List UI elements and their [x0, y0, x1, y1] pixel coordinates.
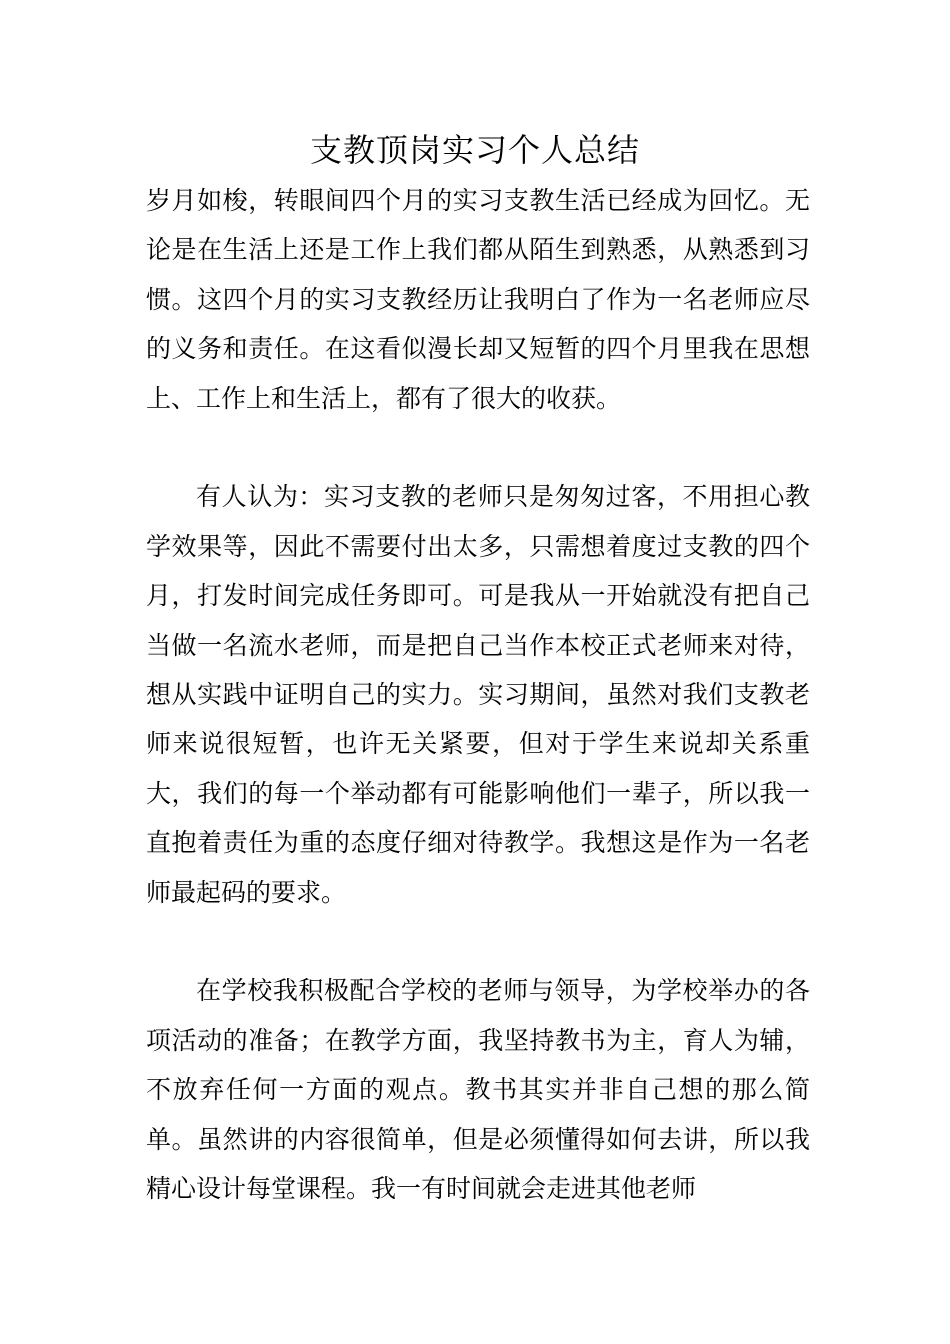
paragraph-2: 有人认为：实习支教的老师只是匆匆过客，不用担心教学效果等，因此不需要付出太多，只需想着度过支教的四个月，打发时间完成任务即可。可是我从一开始就没有把自己当做一名流水老师，而是把自己当作本校正式老师来对待，想从实践中证明自己的实力。实习期间，虽然对我们支教老师来说很短暂，也许无关紧要，但对于学生来说却关系重大，我们的每一个举动都有可能影响他们一辈子，所以我一直抱着责任为重的态度仔细对待教学。我想这是作为一名老师最起码的要求。	[146, 482, 810, 907]
paragraph-gap	[146, 423, 810, 472]
document-body	[146, 176, 810, 1214]
paragraph-3: 在学校我积极配合学校的老师与领导，为学校举办的各项活动的准备；在教学方面，我坚持教书为主，育人为辅，不放弃任何一方面的观点。教书其实并非自己想的那么简单。虽然讲的内容很简单，但是必须懂得如何去讲，所以我精心设计每堂课程。我一有时间就会走进其他老师	[146, 976, 810, 1204]
document-title: 支教顶岗实习个人总结	[309, 131, 640, 169]
paragraph-1: 岁月如梭，转眼间四个月的实习支教生活已经成为回忆。无论是在生活上还是工作上我们都从陌生到熟悉，从熟悉到习惯。这四个月的实习支教经历让我明白了作为一名老师应尽的义务和责任。在这看似漫长却又短暂的四个月里我在思想上、工作上和生活上，都有了很大的收获。	[146, 186, 810, 413]
paragraph-gap	[146, 917, 810, 966]
